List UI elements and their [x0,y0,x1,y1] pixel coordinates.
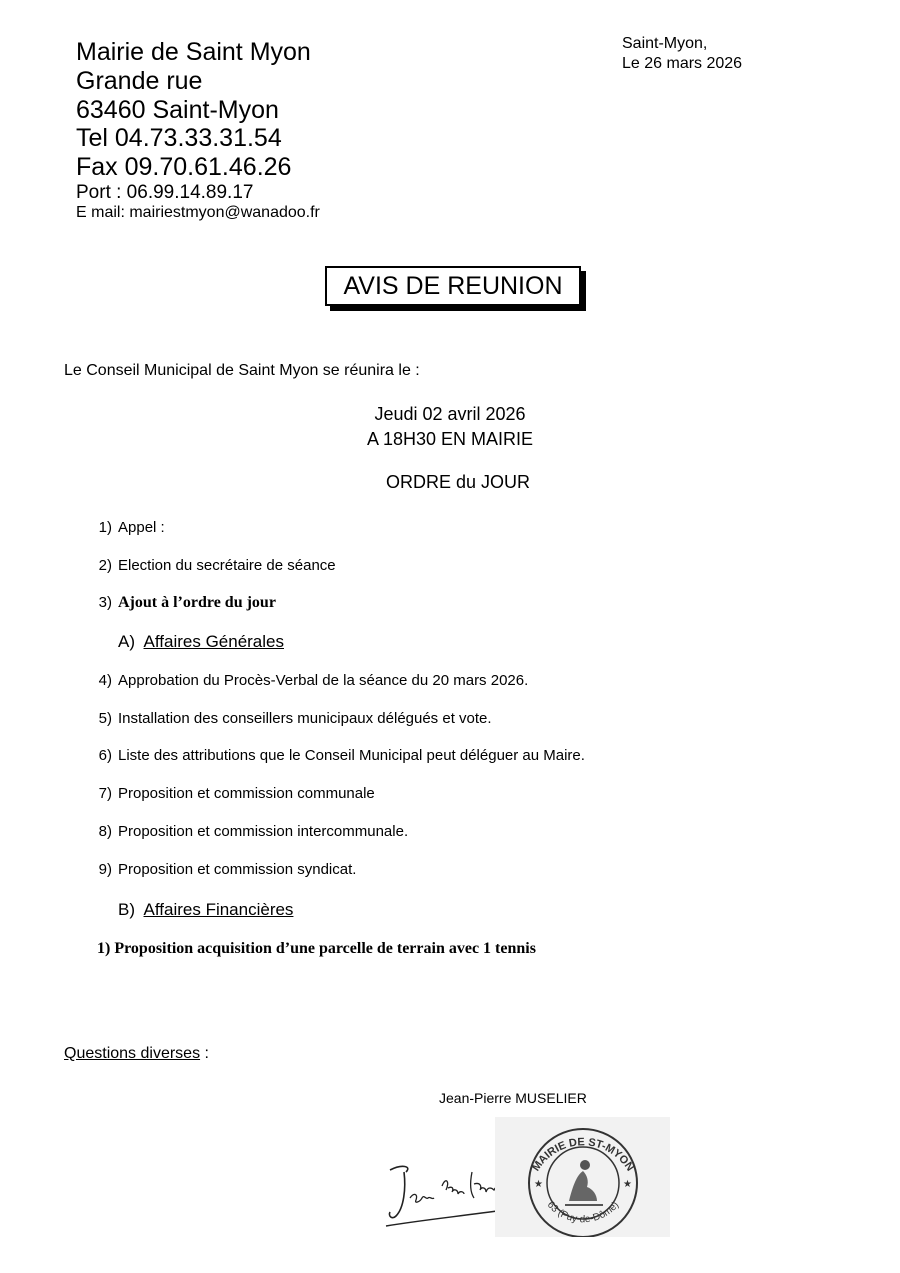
agenda-item [90,861,850,881]
item-text: Proposition et commission communale [118,785,375,802]
item-text: Election du secrétaire de séance [118,557,336,574]
item-number: 9) [98,861,112,878]
meeting-day: Jeudi 02 avril 2026 [374,404,526,424]
document-title [325,266,581,306]
stamp-text-bottom: 63 (Puy-de-Dôme) [544,1199,622,1226]
item-text: Approbation du Procès-Verbal de la séance du 20 mars 2026. [118,672,529,689]
questions-label: Questions diverses [64,1045,201,1062]
item-number: 8) [98,823,112,840]
section-letter: A) [118,632,135,651]
agenda-item [90,672,850,692]
stamp-svg [495,1117,670,1237]
item-number: 7) [98,785,112,802]
section-label: Affaires Générales [143,632,284,651]
sender-port: Port : 06.99.14.89.17 [76,181,254,203]
sender-fax: Fax 09.70.61.46.26 [76,153,292,181]
agenda-item [90,747,850,767]
intro-text: Le Conseil Municipal de Saint Myon se réunira le : [64,362,420,379]
section-b-heading [118,900,293,920]
stamp-image [495,1117,670,1237]
meeting-time-place: A 18H30 EN MAIRIE [366,429,534,449]
item-text: Installation des conseillers municipaux délégués et vote. [118,710,492,727]
agenda-item [90,785,850,805]
sender-email: E mail: mairiestmyon@wanadoo.fr [76,203,320,221]
agenda-item [90,519,790,539]
item-number: 4) [98,672,112,689]
stamp-text-top: MAIRIE DE ST-MYON [530,1136,636,1174]
date-block [622,34,742,74]
item-text: Ajout à l’ordre du jour [118,594,276,611]
section-label: Affaires Financières [143,900,294,919]
svg-text:★: ★ [534,1179,543,1190]
date-place: Saint-Myon, [622,35,708,52]
item-text: Proposition et commission intercommunale. [118,823,409,840]
agenda-item [90,710,850,730]
document-title-text: AVIS DE REUNION [343,271,563,300]
item-text: Proposition et commission syndicat. [118,861,357,878]
item-number: 3) [98,594,112,611]
questions-suffix: : [200,1045,209,1062]
agenda-item [90,594,790,614]
sender-tel: Tel 04.73.33.31.54 [76,124,282,153]
agenda-title: ORDRE du JOUR [386,472,531,492]
item-number: 6) [98,747,112,764]
item-text: Appel : [118,519,165,536]
sender-block [76,38,320,222]
section-letter: B) [118,900,135,919]
svg-text:63 (Puy-de-Dôme) [545,1200,622,1226]
signature-image [382,1158,507,1230]
agenda-item [90,557,790,577]
agenda-item [90,823,850,843]
finance-item: 1) Proposition acquisition d’une parcelle de terrain avec 1 tennis [97,940,536,957]
sender-name: Mairie de Saint Myon [76,38,311,66]
item-number: 2) [98,557,112,574]
date-value: Le 26 mars 2026 [622,55,743,72]
item-text: Liste des attributions que le Conseil Municipal peut déléguer au Maire. [118,747,585,764]
item-number: 5) [98,710,112,727]
sender-street: Grande rue [76,66,203,95]
sender-city: 63460 Saint-Myon [76,95,279,124]
svg-text:★: ★ [623,1179,632,1190]
section-a-heading [118,632,284,652]
signatory-name: Jean-Pierre MUSELIER [439,1090,587,1106]
item-number: 1) [98,519,112,536]
questions-diverses [64,1045,209,1063]
